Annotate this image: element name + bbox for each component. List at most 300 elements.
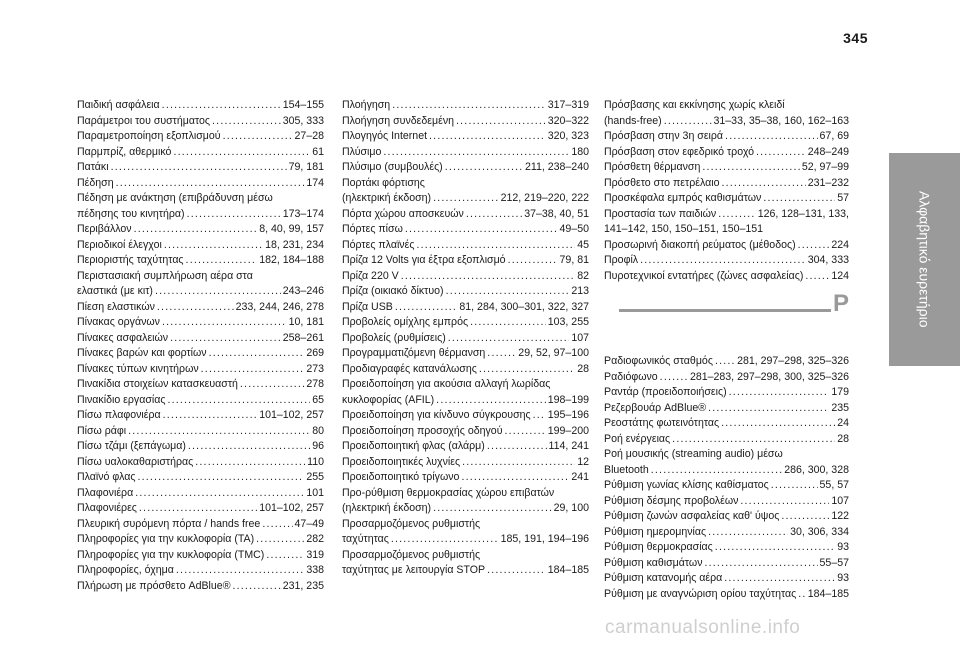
index-entry-line — [342, 501, 589, 517]
page-refs[interactable]: 45 — [577, 238, 589, 251]
page-refs[interactable]: 281, 297–298, 325–326 — [737, 355, 849, 367]
leader-dots — [721, 416, 835, 432]
page-refs[interactable]: 67, 69 — [819, 130, 849, 142]
leader-dots — [163, 408, 258, 424]
index-term: Πόρτα χώρου αποσκευών — [342, 207, 464, 220]
index-term: Προσαρμοζόμενος ρυθμιστής — [342, 548, 481, 561]
leader-dots — [401, 269, 575, 285]
index-term: Προειδοποίηση για ακούσια αλλαγή λωρίδας — [342, 378, 551, 390]
index-entry-line — [342, 238, 589, 254]
page-refs[interactable]: 282 — [306, 533, 324, 545]
index-entry-line — [77, 160, 324, 176]
index-term: Περιοδικοί έλεγχοι — [77, 238, 162, 251]
leader-dots — [128, 424, 310, 440]
index-entry-line — [77, 238, 324, 254]
index-term: Ραντάρ (προειδοποιήσεις) — [604, 386, 727, 398]
page-refs[interactable]: 114, 241 — [548, 440, 589, 452]
page-refs[interactable]: 304, 333 — [807, 254, 849, 266]
index-term: Πληροφορίες, όχημα — [77, 564, 174, 576]
page-refs[interactable]: 103, 255 — [547, 316, 589, 328]
page-refs[interactable]: 29, 100 — [553, 502, 589, 514]
page-refs[interactable]: 101–102, 257 — [259, 502, 324, 514]
index-entry-line — [77, 114, 324, 130]
index-entry-line — [342, 377, 589, 393]
page-refs[interactable]: 185, 191, 194–196 — [500, 533, 589, 545]
index-term: Προειδοποίηση για κίνδυνο σύγκρουσης — [342, 409, 531, 421]
leader-dots — [708, 401, 829, 417]
page-refs[interactable]: 235 — [831, 401, 849, 414]
index-entry — [77, 176, 324, 192]
leader-dots — [187, 207, 281, 223]
index-term: Πλοήγηση — [342, 99, 391, 111]
index-term: Προειδοποιητικό τρίγωνο — [342, 471, 460, 483]
index-entry-line — [342, 160, 589, 176]
index-entry — [77, 129, 324, 145]
page-refs[interactable]: 338 — [306, 564, 324, 576]
leader-dots — [470, 315, 546, 331]
index-entry — [604, 269, 849, 285]
page-refs[interactable]: 124 — [831, 269, 849, 282]
index-entry — [342, 315, 589, 331]
index-entry-line — [342, 517, 589, 533]
page-refs[interactable]: 24 — [837, 417, 849, 429]
leader-dots — [155, 284, 281, 300]
leader-dots — [445, 160, 523, 176]
leader-dots — [392, 98, 546, 114]
index-entry — [77, 114, 324, 130]
index-entry-line — [604, 494, 849, 510]
index-entry-line — [342, 408, 589, 424]
index-entry-line — [77, 98, 324, 114]
page-refs[interactable]: 286, 300, 328 — [784, 463, 849, 476]
index-term: Περιοριστής ταχύτητας — [77, 254, 184, 266]
page-refs[interactable]: 180 — [571, 145, 589, 158]
index-term: Πίνακας οργάνων — [77, 316, 160, 328]
index-entry-line — [77, 362, 324, 378]
index-entry — [604, 98, 849, 129]
index-entry — [604, 238, 849, 254]
page-refs[interactable]: 320, 323 — [547, 130, 589, 142]
leader-dots — [137, 470, 304, 486]
page-refs[interactable]: 61 — [312, 145, 324, 158]
index-entry — [77, 253, 324, 269]
leader-dots — [266, 548, 304, 564]
index-term: Παράμετροι του συστήματος — [77, 114, 211, 127]
page-refs[interactable]: 28 — [837, 432, 849, 445]
page-refs[interactable]: 195–196 — [547, 409, 589, 421]
leader-dots — [763, 191, 835, 207]
index-entry-line — [77, 424, 324, 440]
leader-dots — [162, 315, 287, 331]
index-entry — [604, 556, 849, 572]
index-entry-line — [604, 370, 849, 386]
page-refs[interactable]: 231–232 — [807, 176, 849, 189]
index-term: Παιδική ασφάλεια — [77, 99, 160, 111]
index-entry-line — [604, 571, 849, 587]
index-term: Πλοήγηση συνδεδεμένη — [342, 114, 455, 127]
page-refs[interactable]: 243–246 — [282, 285, 324, 297]
page-refs[interactable]: 184–185 — [547, 564, 589, 576]
index-entry-line — [342, 393, 589, 409]
leader-dots — [262, 517, 292, 533]
index-entry — [342, 548, 589, 579]
leader-dots — [708, 525, 788, 541]
index-entry — [604, 587, 849, 603]
index-term: Πέδηση — [77, 176, 114, 189]
index-entry — [77, 455, 324, 471]
leader-dots — [116, 176, 305, 192]
page-refs[interactable]: 29, 52, 97–100 — [518, 347, 589, 359]
index-term: Πλύσιμο — [342, 145, 382, 158]
index-term: Πρόσβαση στην 3η σειρά — [604, 130, 724, 142]
index-term: Προειδοποίηση προσοχής οδηγού — [342, 424, 503, 437]
index-entry-line — [604, 432, 849, 448]
leader-dots — [721, 176, 805, 192]
index-entry — [604, 207, 849, 238]
page-refs[interactable]: 107 — [831, 494, 849, 507]
index-term: Ροή μουσικής (streaming audio) μέσω — [604, 448, 783, 460]
index-entry-line — [342, 532, 589, 548]
page-refs[interactable]: 212, 219–220, 222 — [500, 192, 589, 204]
index-term: Πίσω ράφι — [77, 424, 127, 437]
page-refs[interactable]: 241 — [571, 471, 589, 483]
page-refs[interactable]: 317–319 — [547, 99, 589, 111]
index-entry — [77, 486, 324, 502]
page-refs[interactable]: 18, 231, 234 — [265, 238, 324, 251]
index-entry — [342, 470, 589, 486]
index-entry-line — [342, 331, 589, 347]
index-column-3 — [604, 98, 849, 602]
page-refs[interactable]: 107 — [571, 331, 589, 344]
leader-dots — [176, 563, 304, 579]
leader-dots — [162, 98, 281, 114]
page-refs[interactable]: 65 — [312, 393, 324, 406]
index-entry — [77, 222, 324, 238]
index-entry-line — [342, 98, 589, 114]
index-term: (ηλεκτρική έκδοση) — [342, 502, 432, 514]
index-entry-line — [77, 393, 324, 409]
page-refs[interactable]: 199–200 — [547, 424, 589, 437]
section-letter: P — [832, 290, 849, 317]
index-entry — [77, 548, 324, 564]
index-entry-line — [604, 176, 849, 192]
leader-dots — [505, 424, 546, 440]
leader-dots — [170, 331, 281, 347]
page-refs[interactable]: 10, 181 — [288, 316, 324, 328]
page-refs[interactable]: 55, 57 — [819, 479, 849, 491]
index-entry-line — [342, 222, 589, 238]
index-term: Πρίζα USB — [342, 300, 393, 313]
index-entry — [77, 501, 324, 517]
page-refs[interactable]: 305, 333 — [282, 114, 324, 127]
index-entry-line — [77, 408, 324, 424]
index-entry-line — [77, 439, 324, 455]
leader-dots — [436, 393, 546, 409]
index-entry-line — [77, 470, 324, 486]
leader-dots — [771, 478, 818, 494]
page-refs[interactable]: 173–174 — [282, 207, 324, 220]
index-term: Πίσω τζάμι (ξεπάγωμα) — [77, 440, 186, 452]
leader-dots — [256, 532, 304, 548]
section-header — [604, 290, 849, 348]
index-term: Προφίλ — [604, 254, 639, 266]
index-entry — [342, 486, 589, 517]
page-refs[interactable]: 101 — [306, 486, 324, 499]
index-entry-line — [604, 207, 849, 223]
page-refs[interactable]: 80 — [312, 424, 324, 437]
page-refs[interactable]: 12 — [577, 455, 589, 468]
index-entry — [77, 579, 324, 595]
index-term: Πρίζα 12 Volts για έξτρα εξοπλισμό — [342, 254, 506, 266]
page-refs[interactable]: 233, 244, 246, 278 — [235, 300, 324, 313]
leader-dots — [466, 207, 522, 223]
page-refs[interactable]: 248–249 — [807, 145, 849, 158]
index-entry-line — [342, 346, 589, 362]
index-entry — [604, 253, 849, 269]
index-term: Πυροτεχνικοί εντατήρες (ζώνες ασφαλείας) — [604, 269, 804, 282]
page-refs[interactable]: 122 — [831, 510, 849, 522]
leader-dots — [781, 509, 829, 525]
index-term: Πλευρική συρόμενη πόρτα / hands free — [77, 517, 261, 530]
page-refs[interactable]: 93 — [837, 572, 849, 584]
index-entry-line — [77, 176, 324, 192]
index-entry-line — [604, 129, 849, 145]
index-entry — [77, 470, 324, 486]
section-divider — [619, 309, 831, 312]
leader-dots — [715, 354, 735, 370]
index-entry-line — [604, 447, 849, 463]
index-entry-line — [77, 548, 324, 564]
index-entry — [604, 191, 849, 207]
index-term: Ροή ενέργειας — [604, 432, 671, 445]
page-refs[interactable]: 55–57 — [819, 556, 849, 569]
index-entry — [77, 346, 324, 362]
index-entry-line — [604, 401, 849, 417]
index-entry — [342, 238, 589, 254]
page-refs[interactable]: 96 — [312, 440, 324, 452]
index-term: Ραδιόφωνο — [604, 370, 658, 383]
page-refs[interactable]: 273 — [306, 362, 324, 375]
index-entry-line — [604, 385, 849, 401]
page-refs[interactable]: 269 — [306, 347, 324, 359]
page-refs[interactable]: 49–50 — [559, 223, 589, 235]
leader-dots — [487, 346, 516, 362]
page-refs[interactable]: 47–49 — [294, 517, 324, 530]
page-refs[interactable]: 79, 181 — [288, 161, 324, 173]
index-term: Πληροφορίες για την κυκλοφορία (TA) — [77, 533, 255, 545]
index-term: Ρύθμιση δέσμης προβολέων — [604, 494, 739, 507]
page-refs[interactable]: 224 — [831, 238, 849, 251]
index-term: Πρίζα (οικιακό δίκτυο) — [342, 285, 444, 297]
index-term: Προβολείς ομίχλης εμπρός — [342, 316, 469, 328]
index-term: Ρύθμιση ημερομηνίας — [604, 525, 707, 538]
index-entry-line — [342, 176, 589, 192]
page-refs[interactable]: 278 — [306, 378, 324, 390]
index-term: Προ-ρύθμιση θερμοκρασίας χώρου επιβατών — [342, 486, 555, 499]
index-entry — [342, 253, 589, 269]
leader-dots — [383, 145, 569, 161]
index-term: Περιστασιακή συμπλήρωση αέρα στα — [77, 269, 253, 282]
index-column-2 — [342, 98, 589, 579]
index-entry-line — [77, 517, 324, 533]
page-refs[interactable]: 30, 306, 334 — [790, 525, 849, 538]
index-term: Ρεοστάτης φωτεινότητας — [604, 417, 720, 429]
index-entry-line — [604, 416, 849, 432]
index-term: κυκλοφορίας (AFIL) — [342, 393, 435, 406]
index-entry-line — [77, 563, 324, 579]
leader-dots — [651, 463, 782, 479]
index-term: Ρύθμιση θερμοκρασίας — [604, 541, 713, 553]
index-term: Προειδοποιητική φλας (αλάρμ) — [342, 440, 485, 452]
page-refs[interactable]: 28 — [577, 362, 589, 375]
page-refs[interactable]: 320–322 — [547, 114, 589, 127]
index-entry-line — [604, 191, 849, 207]
index-entry-line — [604, 587, 849, 603]
leader-dots — [111, 160, 287, 176]
page-refs[interactable]: 213 — [571, 285, 589, 297]
index-term: Πινακίδιο εργασίας — [77, 393, 166, 406]
page-refs[interactable]: 182, 184–188 — [259, 254, 324, 266]
index-term: Πέδηση με ανάκτηση (επιβράδυνση μέσω — [77, 192, 273, 204]
index-entry-line — [342, 563, 589, 579]
leader-dots — [715, 540, 835, 556]
index-term: Πρόσθετο στο πετρέλαιο — [604, 176, 720, 189]
page-refs[interactable]: 27–28 — [294, 130, 324, 142]
leader-dots — [448, 331, 570, 347]
index-term: (hands-free) — [604, 114, 662, 127]
page-refs[interactable]: 31–33, 35–38, 160, 162–163 — [713, 114, 849, 127]
index-entry-line — [77, 253, 324, 269]
page-refs[interactable]: 52, 97–99 — [801, 161, 849, 173]
index-term: Προδιαγραφές κατανάλωσης — [342, 362, 477, 375]
index-entry-line — [342, 191, 589, 207]
leader-dots — [395, 300, 458, 316]
index-term: Παραμετροποίηση εξοπλισμού — [77, 130, 221, 142]
leader-dots — [756, 145, 806, 161]
page-refs[interactable]: 110 — [307, 455, 324, 468]
index-entry-line — [604, 145, 849, 161]
index-entry-continuation: 141–142, 150, 150–151, 150–151 — [604, 223, 764, 235]
index-entry-line — [77, 331, 324, 347]
page-refs[interactable]: 101–102, 257 — [259, 409, 324, 421]
page-refs[interactable]: 81, 284, 300–301, 322, 327 — [459, 300, 589, 313]
index-term: Ρεζερβουάρ AdBlue® — [604, 401, 707, 414]
index-entry — [77, 238, 324, 254]
index-entry-line — [77, 284, 324, 300]
page-refs[interactable]: 184–185 — [807, 587, 849, 600]
page-refs[interactable]: 319 — [306, 548, 324, 561]
leader-dots — [195, 455, 305, 471]
leader-dots — [805, 269, 829, 285]
leader-dots — [134, 222, 258, 238]
index-entry — [342, 439, 589, 455]
index-entry-line — [604, 114, 849, 130]
page-refs[interactable]: 57 — [837, 192, 849, 204]
index-entry — [604, 370, 849, 386]
index-entry — [77, 362, 324, 378]
index-entry — [342, 517, 589, 548]
index-term: Bluetooth — [604, 463, 649, 476]
index-entry — [77, 331, 324, 347]
index-entry-line — [342, 315, 589, 331]
index-term: Προσωρινή διακοπή ρεύματος (μέθοδος) — [604, 238, 796, 251]
index-term: Πληροφορίες για την κυκλοφορία (TMC) — [77, 548, 265, 561]
index-term: Πρόσθετη θέρμανση — [604, 161, 701, 173]
page-refs[interactable]: 82 — [577, 269, 589, 282]
index-entry-line — [77, 222, 324, 238]
index-term: ταχύτητας με λειτουργία STOP — [342, 564, 486, 576]
page-refs[interactable]: 8, 40, 99, 157 — [259, 223, 324, 235]
page-refs[interactable]: 198–199 — [547, 393, 589, 406]
page-refs[interactable]: 211, 238–240 — [524, 161, 589, 173]
index-entry-line — [342, 548, 589, 564]
leader-dots — [487, 563, 546, 579]
leader-dots — [705, 556, 818, 572]
index-entry — [77, 160, 324, 176]
leader-dots — [209, 346, 305, 362]
index-entry — [342, 346, 589, 362]
index-entry — [77, 315, 324, 331]
leader-dots — [664, 114, 712, 130]
index-entry — [604, 494, 849, 510]
index-entry-line — [77, 346, 324, 362]
index-entry-line — [342, 114, 589, 130]
index-entry — [342, 408, 589, 424]
index-term: ελαστικά (με κιτ) — [77, 285, 153, 297]
leader-dots — [740, 494, 829, 510]
page-refs[interactable]: 231, 235 — [282, 579, 324, 592]
page-refs[interactable]: 79, 81 — [559, 254, 589, 266]
index-term: Πλαϊνό φλας — [77, 471, 136, 483]
page-refs[interactable]: 126, 128–131, 133, — [757, 207, 849, 220]
index-entry-line — [77, 501, 324, 517]
leader-dots — [240, 377, 304, 393]
index-entry — [77, 269, 324, 300]
index-entry — [604, 525, 849, 541]
index-entry-line — [342, 300, 589, 316]
page-refs[interactable]: 154–155 — [282, 99, 324, 111]
page-refs[interactable]: 93 — [837, 541, 849, 553]
leader-dots — [186, 253, 258, 269]
page-refs[interactable]: 281–283, 297–298, 300, 325–326 — [689, 370, 849, 383]
page-refs[interactable]: 258–261 — [282, 331, 324, 344]
index-entry-line — [342, 269, 589, 285]
leader-dots — [660, 370, 688, 386]
page-refs[interactable]: 174 — [306, 176, 324, 189]
index-entry — [604, 447, 849, 478]
index-term: ταχύτητας — [342, 533, 389, 545]
index-term: Πλαφονιέρες — [77, 502, 137, 514]
index-entry-line — [342, 470, 589, 486]
page-refs[interactable]: 255 — [306, 471, 324, 483]
index-entry-line — [604, 525, 849, 541]
leader-dots — [167, 393, 310, 409]
leader-dots — [718, 207, 755, 223]
index-entry — [77, 300, 324, 316]
page-refs[interactable]: 179 — [831, 386, 849, 398]
leader-dots — [724, 571, 835, 587]
page-refs[interactable]: 37–38, 40, 51 — [524, 207, 589, 220]
index-entry-line — [77, 129, 324, 145]
leader-dots — [416, 238, 575, 254]
index-entry — [604, 416, 849, 432]
leader-dots — [456, 114, 546, 130]
leader-dots — [702, 160, 800, 176]
leader-dots — [188, 439, 310, 455]
leader-dots — [391, 532, 499, 548]
index-entry — [342, 98, 589, 114]
index-entry — [342, 362, 589, 378]
